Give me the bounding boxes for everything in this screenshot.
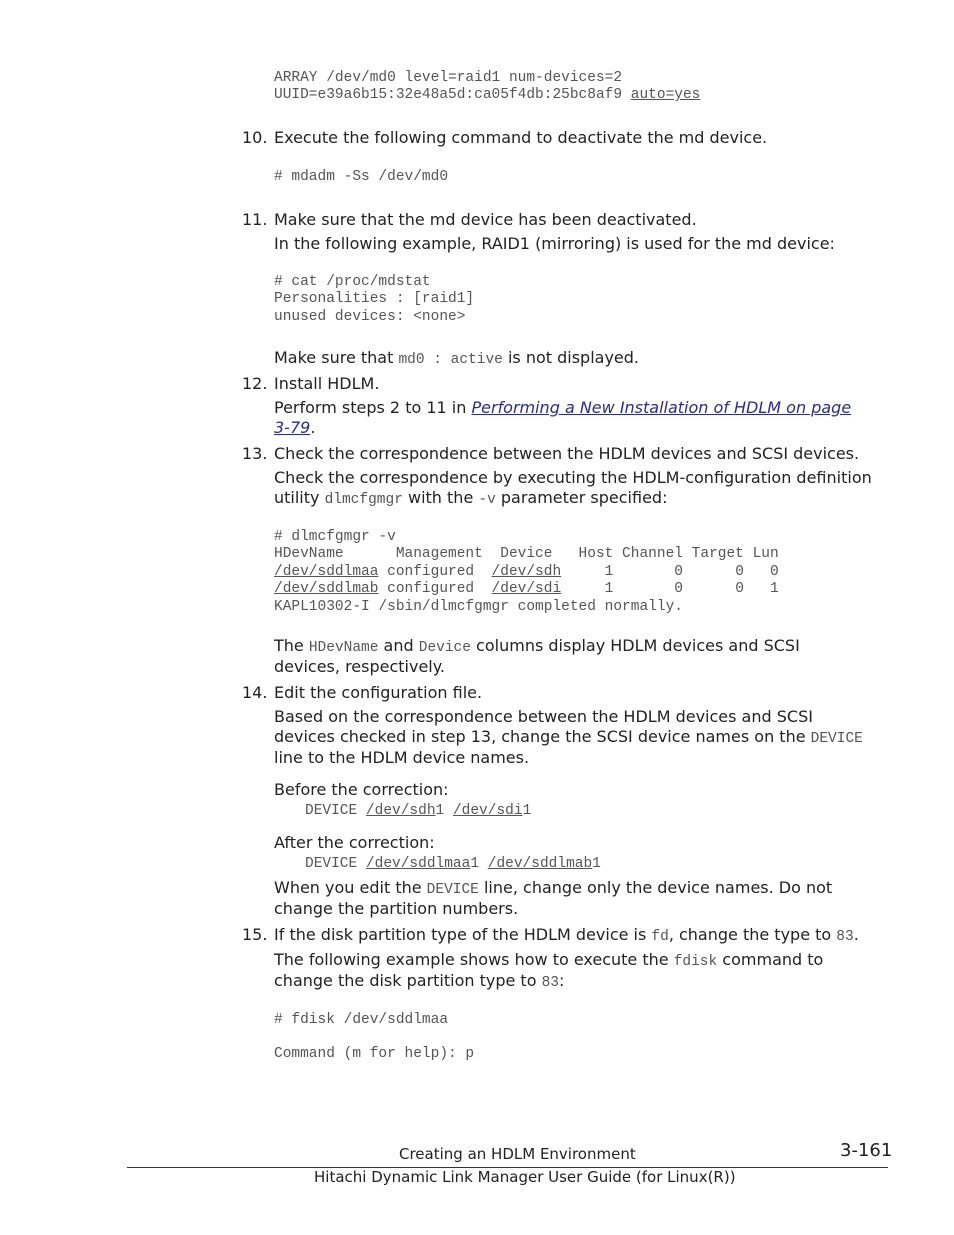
- xref-link-page[interactable]: 3-79: [274, 418, 311, 437]
- note-text-cont: change the partition numbers.: [274, 899, 519, 918]
- code-text: 1: [592, 856, 601, 872]
- page-number: 3-161: [840, 1140, 893, 1161]
- before-label: Before the correction:: [274, 780, 449, 799]
- text: and: [378, 636, 419, 655]
- step-number: 13.: [242, 444, 268, 463]
- inline-code: fd: [651, 929, 669, 945]
- text: When you edit the: [274, 878, 427, 897]
- perform-text-cont: [274, 417, 315, 438]
- step-text: Check the correspondence between the HDLM devices and SCSI devices.: [274, 444, 860, 463]
- code-text: configured: [378, 563, 492, 580]
- code-line: # dlmcfgmgr -v: [274, 529, 396, 545]
- text: devices checked in step 13, change the SCSI device names on the: [274, 727, 811, 746]
- step-subtext: In the following example, RAID1 (mirroring) is used for the md device:: [274, 234, 835, 253]
- step-number: 12.: [242, 374, 268, 393]
- inline-code: 83: [836, 929, 854, 945]
- inline-code: dlmcfgmgr: [324, 492, 403, 508]
- step-number: 15.: [242, 925, 268, 944]
- footer-guide-title: Hitachi Dynamic Link Manager User Guide (for Linux(R)): [314, 1168, 736, 1186]
- text: command to: [717, 950, 824, 969]
- code-line: ARRAY /dev/md0 level=raid1 num-devices=2: [274, 70, 623, 86]
- step-subtext: Check the correspondence by executing the HDLM-configuration definition: [274, 468, 872, 487]
- text: , change the type to: [668, 925, 837, 944]
- step-text: Install HDLM.: [274, 374, 380, 393]
- code-text: 1: [522, 803, 532, 819]
- code-text: configured: [378, 581, 492, 598]
- text: .: [853, 925, 859, 944]
- code-line: HDevName Management Device Host Channel Target Lun: [274, 546, 779, 563]
- code-underlined: /dev/sdi: [452, 803, 523, 819]
- inline-code: md0 : active: [398, 352, 503, 368]
- note-text-cont: devices, respectively.: [274, 657, 446, 676]
- code-block-fdisk: [274, 1012, 448, 1029]
- text: utility: [274, 488, 325, 507]
- code-underlined: /dev/sdh: [365, 803, 436, 819]
- step-subtext: [274, 970, 564, 994]
- code-text: DEVICE: [305, 803, 366, 819]
- code-line: # mdadm -Ss /dev/md0: [274, 169, 449, 185]
- code-underlined: auto=yes: [630, 87, 701, 104]
- code-block-fdisk-prompt: [274, 1046, 474, 1063]
- text: If the disk partition type of the HDLM device is: [274, 925, 652, 944]
- code-text: 1 0 0 1: [561, 581, 779, 598]
- code-underlined: /dev/sdi: [491, 581, 562, 598]
- code-line: unused devices: <none>: [274, 308, 466, 325]
- xref-link[interactable]: Performing a New Installation of HDLM on page: [471, 398, 852, 417]
- step-text: Execute the following command to deactivate the md device.: [274, 128, 768, 147]
- code-underlined: /dev/sddlmaa: [274, 563, 379, 580]
- code-line: # fdisk /dev/sddlmaa: [274, 1012, 449, 1028]
- code-text: 1 0 0 0: [561, 563, 779, 580]
- step-subtext: Based on the correspondence between the HDLM devices and SCSI: [274, 707, 813, 726]
- text: change the disk partition type to: [274, 971, 542, 990]
- code-underlined: /dev/sddlmab: [487, 856, 593, 872]
- inline-code: HDevName: [308, 640, 379, 656]
- inline-code: DEVICE: [810, 731, 863, 747]
- code-block-mdadm: [274, 169, 448, 186]
- step-text: Edit the configuration file.: [274, 683, 483, 702]
- inline-code: Device: [418, 640, 471, 656]
- device-after-line: [305, 856, 601, 872]
- code-line: UUID=e39a6b15:32e48a5d:ca05f4db:25bc8af9: [274, 87, 631, 104]
- code-block-dlmcfgmgr: [274, 529, 779, 616]
- code-line: # cat /proc/mdstat: [274, 274, 431, 290]
- step-number: 14.: [242, 683, 268, 702]
- after-label: After the correction:: [274, 833, 435, 852]
- text: Perform steps 2 to 11 in: [274, 398, 472, 417]
- code-text: 1: [470, 856, 488, 872]
- note-text: [274, 347, 639, 371]
- inline-code: -v: [478, 492, 496, 508]
- footer-chapter-title: Creating an HDLM Environment: [399, 1145, 636, 1163]
- code-underlined: /dev/sddlmaa: [365, 856, 471, 872]
- step-subtext: [274, 487, 667, 511]
- text: is not displayed.: [502, 348, 640, 367]
- text: parameter specified:: [495, 488, 668, 507]
- text: line, change only the device names. Do not: [478, 878, 833, 897]
- code-text: DEVICE: [305, 856, 366, 872]
- text: The following example shows how to execute the: [274, 950, 674, 969]
- perform-text: [274, 397, 851, 418]
- step-text: [274, 924, 859, 948]
- step-subtext: line to the HDLM device names.: [274, 748, 530, 767]
- inline-code: fdisk: [673, 954, 718, 970]
- text: with the: [402, 488, 479, 507]
- text: :: [558, 971, 565, 990]
- code-line: Command (m for help): p: [274, 1046, 475, 1062]
- code-line: KAPL10302-I /sbin/dlmcfgmgr completed normally.: [274, 598, 683, 615]
- text: columns display HDLM devices and SCSI: [470, 636, 800, 655]
- code-underlined: /dev/sdh: [491, 563, 562, 580]
- text: .: [310, 418, 316, 437]
- inline-code: DEVICE: [426, 882, 479, 898]
- step-number: 11.: [242, 210, 268, 229]
- code-underlined: /dev/sddlmab: [274, 581, 379, 598]
- code-block-mdstat: [274, 274, 474, 326]
- code-line: Personalities : [raid1]: [274, 291, 475, 308]
- step-number: 10.: [242, 128, 268, 147]
- code-block-array: [274, 70, 700, 105]
- inline-code: 83: [541, 975, 559, 991]
- text: The: [274, 636, 309, 655]
- code-text: 1: [435, 803, 453, 819]
- step-text: Make sure that the md device has been deactivated.: [274, 210, 697, 229]
- device-before-line: [305, 803, 531, 819]
- text: Make sure that: [274, 348, 399, 367]
